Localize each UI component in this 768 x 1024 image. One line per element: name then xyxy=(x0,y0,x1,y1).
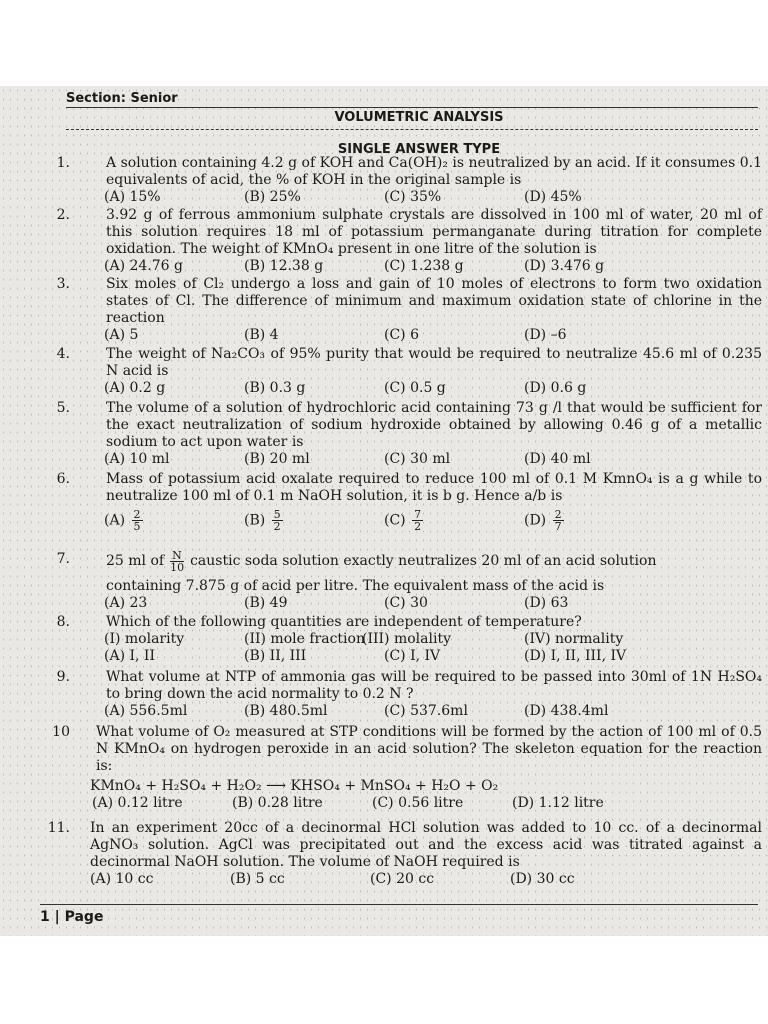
option-label: (D) xyxy=(524,512,547,529)
page-number: 1 | Page xyxy=(40,909,104,925)
section-label: Section: Senior xyxy=(66,91,178,106)
question-4 xyxy=(40,346,762,397)
fraction xyxy=(272,509,283,532)
option-label: (B) xyxy=(244,512,266,529)
denominator: 7 xyxy=(554,520,562,533)
option-b: (B) 0.28 litre xyxy=(232,795,323,811)
option-d: (D) 45% xyxy=(524,189,582,205)
option-b: (B) 20 ml xyxy=(244,451,310,467)
options-row xyxy=(104,595,762,612)
option-d: (D) 0.6 g xyxy=(524,380,587,396)
option-b: (B) 0.3 g xyxy=(244,380,306,396)
option-a: (A) 23 xyxy=(104,595,148,611)
question-text: Which of the following quantities are independent of temperature? xyxy=(106,614,582,630)
statement-2: (II) mole fraction xyxy=(244,631,365,647)
statements-row xyxy=(104,631,762,648)
option-c: (C) 537.6ml xyxy=(384,703,468,719)
question-text: Six moles of Cl₂ undergo a loss and gain of 10 moles of electrons to form two oxidation states of Cl. The difference of minimum and maximum oxidation state of chlorine in the reaction xyxy=(106,276,762,326)
question-5 xyxy=(40,400,762,468)
option-d: (D) 40 ml xyxy=(524,451,591,467)
fraction xyxy=(412,509,423,532)
question-number: 6. xyxy=(56,471,70,487)
options-row xyxy=(90,871,762,888)
options-row xyxy=(104,451,762,468)
option-c: (C) I, IV xyxy=(384,648,441,664)
statement-4: (IV) normality xyxy=(524,631,624,647)
skeleton-equation: KMnO₄ + H₂SO₄ + H₂O₂ ⟶ KHSO₄ + MnSO₄ + H₂O + O₂ xyxy=(90,778,499,794)
numerator: 2 xyxy=(554,508,562,521)
option-d: (D) I, II, III, IV xyxy=(524,648,627,664)
options-row xyxy=(104,703,762,720)
statement-1: (I) molarity xyxy=(104,631,185,647)
question-text-line-1 xyxy=(106,546,762,576)
option-d: (D) –6 xyxy=(524,327,567,343)
question-6 xyxy=(40,471,762,539)
section-subtitle: SINGLE ANSWER TYPE xyxy=(337,142,501,157)
denominator: 2 xyxy=(273,520,281,533)
fraction xyxy=(553,509,564,532)
option-a: (A) 0.2 g xyxy=(104,380,166,396)
question-text: A solution containing 4.2 g of KOH and Ca(OH)₂ is neutralized by an acid. If it consumes 0.1 equivalents of acid, the % of KOH in the original sample is xyxy=(106,155,762,188)
option-a: (A) 556.5ml xyxy=(104,703,188,719)
text-before-fraction: 25 ml of xyxy=(106,552,165,569)
options-row xyxy=(104,189,762,206)
statement-3: (III) molality xyxy=(362,631,451,647)
question-text: The weight of Na₂CO₃ of 95% purity that would be required to neutralize 45.6 ml of 0.235 N acid is xyxy=(106,346,762,379)
question-11 xyxy=(40,820,762,888)
option-d xyxy=(524,509,566,532)
question-number: 10 xyxy=(52,724,70,740)
option-label: (A) xyxy=(104,512,126,529)
options-row xyxy=(104,648,762,665)
option-c: (C) 30 xyxy=(384,595,428,611)
numerator: 7 xyxy=(414,508,422,521)
option-d: (D) 3.476 g xyxy=(524,258,605,274)
question-7 xyxy=(40,546,762,612)
question-number: 11. xyxy=(47,820,70,836)
question-text: In an experiment 20cc of a decinormal HCl solution was added to 10 cc. of a decinormal AgNO₃ solution. AgCl was precipitated out and the excess acid was titrated against a decinormal NaOH solution. The volume of NaOH required is xyxy=(90,820,762,870)
question-text: The volume of a solution of hydrochloric acid containing 73 g /l that would be sufficient for the exact neutralization of sodium hydroxide obtained by allowing 0.46 g of a metallic sodium to act upon water is xyxy=(106,400,762,450)
text-after-fraction: caustic soda solution exactly neutralizes 20 ml of an acid solution xyxy=(190,552,657,569)
question-text: Mass of potassium acid oxalate required to reduce 100 ml of 0.1 M KmnO₄ is a g while to neutralize 100 ml of 0.1 m NaOH solution, it is b g. Hence a/b is xyxy=(106,471,762,504)
option-b: (B) 25% xyxy=(244,189,301,205)
question-number: 7. xyxy=(56,551,70,567)
options-row xyxy=(92,795,762,812)
option-c xyxy=(384,509,425,532)
option-a: (A) 5 xyxy=(104,327,139,343)
question-number: 5. xyxy=(56,400,70,416)
question-text-line-2: containing 7.875 g of acid per litre. The equivalent mass of the acid is xyxy=(106,578,605,594)
question-1 xyxy=(40,155,762,206)
denominator: 5 xyxy=(133,520,141,533)
dashed-divider xyxy=(66,129,758,130)
denominator: 2 xyxy=(414,520,422,533)
option-d: (D) 438.4ml xyxy=(524,703,609,719)
question-number: 1. xyxy=(56,155,70,171)
fraction xyxy=(132,509,143,532)
option-c: (C) 30 ml xyxy=(384,451,451,467)
option-a: (A) 10 cc xyxy=(90,871,154,887)
question-text: What volume at NTP of ammonia gas will be required to be passed into 30ml of 1N H₂SO₄ to bring down the acid normality to 0.2 N ? xyxy=(106,669,762,702)
question-text: 3.92 g of ferrous ammonium sulphate crystals are dissolved in 100 ml of water, 20 ml of this solution requires 18 ml of potassium permanganate during titration for complete oxidation. The weight of KMnO₄ present in one litre of the solution is xyxy=(106,207,762,257)
option-c: (C) 35% xyxy=(384,189,442,205)
option-d: (D) 63 xyxy=(524,595,569,611)
question-3 xyxy=(40,276,762,344)
option-a: (A) I, II xyxy=(104,648,155,664)
question-8 xyxy=(40,614,762,665)
document-title: VOLUMETRIC ANALYSIS xyxy=(334,110,504,125)
question-number: 2. xyxy=(56,207,70,223)
numerator: 5 xyxy=(273,508,281,521)
option-a: (A) 15% xyxy=(104,189,161,205)
option-b xyxy=(244,509,285,532)
options-row xyxy=(104,380,762,397)
option-b: (B) 49 xyxy=(244,595,288,611)
normality-fraction xyxy=(170,550,184,573)
denominator: 10 xyxy=(170,560,185,574)
option-a xyxy=(104,509,145,532)
option-c: (C) 0.5 g xyxy=(384,380,446,396)
question-number: 3. xyxy=(56,276,70,292)
question-9 xyxy=(40,669,762,720)
question-number: 4. xyxy=(56,346,70,362)
option-a: (A) 24.76 g xyxy=(104,258,183,274)
option-c: (C) 1.238 g xyxy=(384,258,464,274)
option-b: (B) 5 cc xyxy=(230,871,285,887)
option-a: (A) 0.12 litre xyxy=(92,795,183,811)
option-c: (C) 6 xyxy=(384,327,419,343)
numerator: 2 xyxy=(133,508,141,521)
question-number: 8. xyxy=(56,614,70,630)
option-d: (D) 30 cc xyxy=(510,871,575,887)
option-b: (B) 4 xyxy=(244,327,279,343)
option-a: (A) 10 ml xyxy=(104,451,170,467)
question-2 xyxy=(40,207,762,275)
option-d: (D) 1.12 litre xyxy=(512,795,604,811)
options-row xyxy=(104,258,762,275)
header-rule xyxy=(66,107,758,108)
option-c: (C) 20 cc xyxy=(370,871,435,887)
option-b: (B) 480.5ml xyxy=(244,703,328,719)
question-10 xyxy=(40,724,762,812)
option-b: (B) 12.38 g xyxy=(244,258,324,274)
option-c: (C) 0.56 litre xyxy=(372,795,464,811)
options-row xyxy=(104,327,762,344)
question-text: What volume of O₂ measured at STP conditions will be formed by the action of 100 ml of 0.5 N KMnO₄ on hydrogen peroxide in an acid solution? The skeleton equation for the reaction is: xyxy=(96,724,762,774)
numerator: N xyxy=(170,550,184,562)
question-number: 9. xyxy=(56,669,70,685)
option-label: (C) xyxy=(384,512,406,529)
footer-rule xyxy=(40,904,758,905)
option-b: (B) II, III xyxy=(244,648,307,664)
options-row xyxy=(104,509,762,539)
